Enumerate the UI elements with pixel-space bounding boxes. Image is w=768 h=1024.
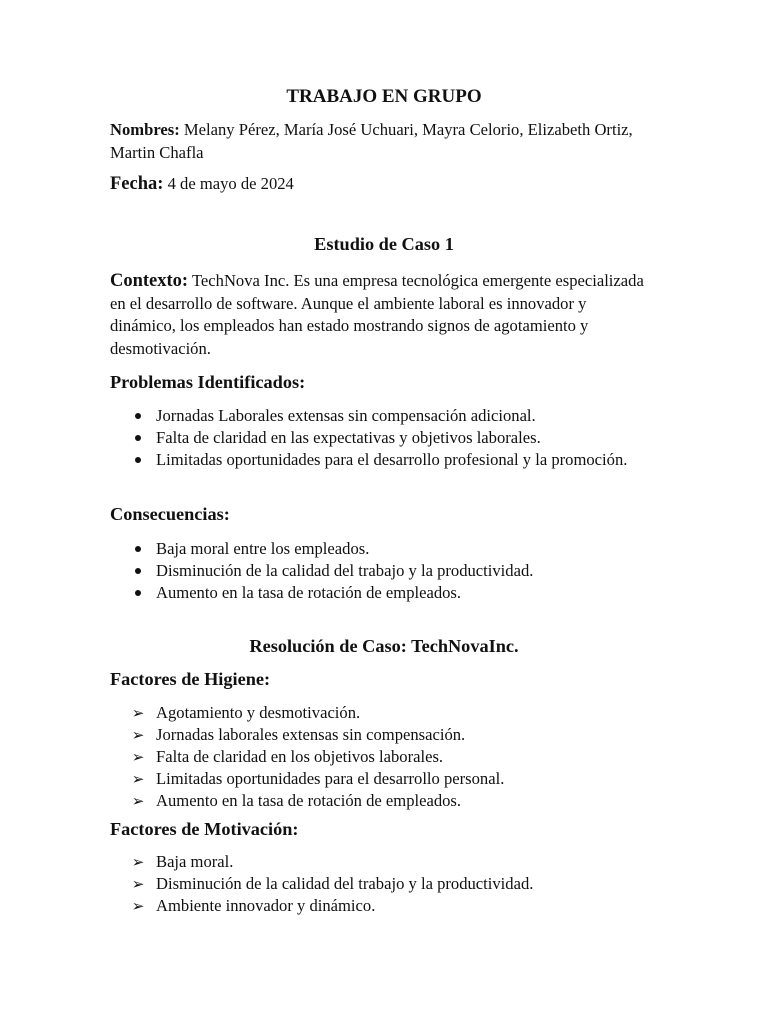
list-item	[0, 582, 656, 604]
list-item	[0, 873, 656, 895]
list-item-text: Ambiente innovador y dinámico.	[156, 896, 376, 915]
consequences-list	[0, 538, 768, 604]
arrow-bullet-icon: ➢	[131, 792, 145, 810]
list-item-text: Agotamiento y desmotivación.	[156, 703, 361, 722]
list-item	[0, 405, 656, 427]
list-item	[0, 427, 656, 449]
bullet-dot-icon	[131, 582, 145, 604]
names-value: Melany Pérez, María José Uchuari, Mayra Celorio, Elizabeth Ortiz, Martin Chafla	[110, 120, 633, 162]
case-study-heading: Estudio de Caso 1	[314, 234, 454, 254]
bullet-dot-icon	[131, 449, 145, 471]
list-item-text: Disminución de la calidad del trabajo y la productividad.	[156, 561, 534, 580]
list-item-text: Baja moral.	[156, 852, 234, 871]
motivation-list	[0, 851, 768, 917]
list-item-text: Jornadas Laborales extensas sin compensación adicional.	[156, 406, 536, 425]
date-line	[110, 173, 655, 196]
list-item	[0, 449, 656, 471]
list-item-text: Falta de claridad en los objetivos laborales.	[156, 747, 444, 766]
list-item-text: Disminución de la calidad del trabajo y la productividad.	[156, 874, 534, 893]
arrow-bullet-icon: ➢	[131, 897, 145, 915]
problems-list	[0, 405, 768, 471]
list-item-text: Limitadas oportunidades para el desarrollo profesional y la promoción.	[156, 450, 628, 469]
bullet-dot-icon	[131, 405, 145, 427]
motivation-heading: Factores de Motivación:	[110, 819, 299, 839]
hygiene-heading: Factores de Higiene:	[110, 669, 271, 689]
list-item-text: Baja moral entre los empleados.	[156, 539, 370, 558]
arrow-bullet-icon: ➢	[131, 875, 145, 893]
list-item	[0, 746, 656, 768]
date-value: 4 de mayo de 2024	[163, 174, 294, 193]
arrow-bullet-icon: ➢	[131, 726, 145, 744]
list-item	[0, 538, 656, 560]
arrow-bullet-icon: ➢	[131, 770, 145, 788]
list-item	[0, 768, 656, 790]
list-item-text: Limitadas oportunidades para el desarrollo personal.	[156, 769, 505, 788]
context-text: TechNova Inc. Es una empresa tecnológica emergente especializada en el desarrollo de software. Aunque el ambiente laboral es innovador y dinámico, los empleados han estado mostrando signos de agotamiento y desmotivación.	[110, 271, 644, 358]
list-item-text: Aumento en la tasa de rotación de empleados.	[156, 583, 462, 602]
list-item	[0, 790, 656, 812]
list-item	[0, 851, 656, 873]
bullet-dot-icon	[131, 538, 145, 560]
list-item	[0, 560, 656, 582]
bullet-dot-icon	[131, 560, 145, 582]
document-title: TRABAJO EN GRUPO	[286, 86, 482, 107]
context-paragraph	[110, 270, 655, 360]
hygiene-list	[0, 702, 768, 812]
list-item-text: Falta de claridad en las expectativas y objetivos laborales.	[156, 428, 541, 447]
resolution-heading: Resolución de Caso: TechNovaInc.	[249, 636, 519, 656]
arrow-bullet-icon: ➢	[131, 704, 145, 722]
consequences-heading: Consecuencias:	[110, 504, 230, 524]
arrow-bullet-icon: ➢	[131, 853, 145, 871]
context-label: Contexto:	[110, 271, 189, 291]
bullet-dot-icon	[131, 427, 145, 449]
list-item	[0, 895, 656, 917]
names-line	[110, 119, 655, 164]
names-label: Nombres:	[110, 120, 180, 139]
list-item-text: Aumento en la tasa de rotación de empleados.	[156, 791, 462, 810]
date-label: Fecha:	[110, 174, 164, 194]
problems-heading: Problemas Identificados:	[110, 372, 306, 392]
arrow-bullet-icon: ➢	[131, 748, 145, 766]
list-item	[0, 724, 656, 746]
list-item-text: Jornadas laborales extensas sin compensación.	[156, 725, 466, 744]
list-item	[0, 702, 656, 724]
